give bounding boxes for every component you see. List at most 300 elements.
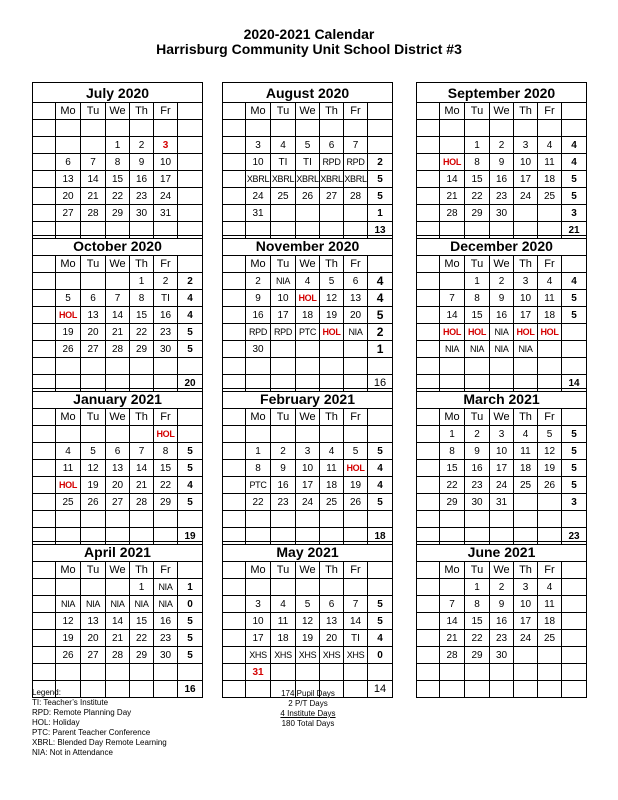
day-cell: 7 (440, 290, 465, 307)
day-cell: 25 (538, 630, 562, 647)
legend-item: RPD: Remote Planning Day (32, 708, 132, 717)
week-total: 4 (368, 273, 393, 290)
day-cell: TI (154, 290, 178, 307)
day-cell: 8 (130, 290, 154, 307)
weekday-header: Fr (154, 409, 178, 426)
day-cell: 22 (130, 324, 154, 341)
day-cell (344, 426, 368, 443)
empty-cell (223, 205, 246, 222)
day-cell: 11 (538, 290, 562, 307)
week-total: 4 (178, 477, 203, 494)
day-cell: PTC (246, 477, 271, 494)
day-cell: 19 (538, 460, 562, 477)
weekday-header: Mo (56, 409, 81, 426)
day-cell: 2 (130, 137, 154, 154)
week-total (368, 511, 393, 528)
empty-cell (417, 358, 440, 375)
day-cell: 25 (320, 494, 344, 511)
day-cell: 8 (440, 443, 465, 460)
week-total: 5 (178, 443, 203, 460)
day-cell: 30 (490, 205, 514, 222)
empty-cell (223, 562, 246, 579)
weekday-header: Tu (81, 256, 106, 273)
day-cell (344, 664, 368, 681)
day-cell: 15 (106, 171, 130, 188)
weekday-header: We (490, 562, 514, 579)
month-name: July 2020 (33, 83, 203, 103)
day-cell: NIA (344, 324, 368, 341)
day-cell: NIA (440, 341, 465, 358)
empty-cell (417, 494, 440, 511)
weekday-header: Fr (344, 256, 368, 273)
day-cell: 14 (440, 307, 465, 324)
day-cell: 13 (81, 613, 106, 630)
weekday-header: Tu (271, 409, 296, 426)
empty-cell (223, 341, 246, 358)
empty-cell (562, 256, 587, 273)
empty-cell (417, 443, 440, 460)
day-cell: 29 (154, 494, 178, 511)
day-cell: HOL (296, 290, 320, 307)
weekday-header: Th (320, 256, 344, 273)
empty-cell (368, 103, 393, 120)
month-total: 19 (178, 528, 203, 545)
day-cell: 29 (130, 341, 154, 358)
empty-cell (33, 137, 56, 154)
day-cell: 17 (246, 630, 271, 647)
empty-cell (33, 443, 56, 460)
day-cell: HOL (440, 324, 465, 341)
week-total: 5 (178, 324, 203, 341)
day-cell: 17 (296, 477, 320, 494)
empty-cell (33, 630, 56, 647)
day-cell: 24 (154, 188, 178, 205)
week-total (178, 188, 203, 205)
day-cell: 11 (271, 613, 296, 630)
empty-cell (33, 664, 56, 681)
day-cell (81, 137, 106, 154)
empty-cell (154, 664, 178, 681)
month-name: April 2021 (33, 542, 203, 562)
empty-cell (538, 358, 562, 375)
day-cell: 9 (130, 154, 154, 171)
day-cell: 4 (320, 443, 344, 460)
week-total: 5 (562, 290, 587, 307)
day-cell: 24 (246, 188, 271, 205)
empty-cell (178, 103, 203, 120)
day-cell (271, 426, 296, 443)
empty-cell (33, 205, 56, 222)
empty-cell (130, 511, 154, 528)
day-cell: 27 (81, 341, 106, 358)
day-cell: 1 (440, 426, 465, 443)
day-cell: 11 (514, 443, 538, 460)
day-cell (81, 426, 106, 443)
month-name: August 2020 (223, 83, 393, 103)
day-cell: 15 (440, 460, 465, 477)
empty-cell (417, 290, 440, 307)
day-cell: 25 (514, 477, 538, 494)
day-cell (81, 579, 106, 596)
empty-cell (223, 511, 246, 528)
day-cell: 1 (130, 579, 154, 596)
day-cell: 10 (514, 596, 538, 613)
day-cell: 21 (130, 477, 154, 494)
day-cell: 10 (490, 443, 514, 460)
day-cell: 28 (81, 205, 106, 222)
empty-cell (368, 562, 393, 579)
day-cell: 5 (538, 426, 562, 443)
day-cell: 1 (130, 273, 154, 290)
weekday-header: Mo (246, 562, 271, 579)
day-cell: 31 (490, 494, 514, 511)
weekday-header: We (296, 562, 320, 579)
day-cell: 7 (106, 290, 130, 307)
day-cell: 15 (465, 613, 490, 630)
day-cell: HOL (56, 477, 81, 494)
day-cell: XHS (296, 647, 320, 664)
institute-days: 4 Institute Days (280, 709, 336, 718)
week-total (368, 120, 393, 137)
empty-cell (271, 358, 296, 375)
week-total (368, 579, 393, 596)
day-cell: 19 (344, 477, 368, 494)
week-total (178, 358, 203, 375)
day-cell: 14 (81, 171, 106, 188)
day-cell: XBRL (320, 171, 344, 188)
weekday-header: Mo (56, 256, 81, 273)
empty-cell (417, 579, 440, 596)
day-cell: HOL (154, 426, 178, 443)
day-cell: 23 (271, 494, 296, 511)
week-total: 4 (562, 273, 587, 290)
empty-cell (296, 358, 320, 375)
week-total: 4 (368, 290, 393, 307)
empty-cell (178, 562, 203, 579)
empty-cell (33, 273, 56, 290)
weekday-header: Mo (246, 103, 271, 120)
day-cell (106, 120, 130, 137)
empty-cell (440, 664, 465, 681)
empty-cell (440, 681, 465, 698)
weekday-header: Fr (154, 103, 178, 120)
day-cell: 21 (81, 188, 106, 205)
month-name: January 2021 (33, 389, 203, 409)
day-cell: 3 (514, 273, 538, 290)
day-cell: 14 (344, 613, 368, 630)
empty-cell (223, 120, 246, 137)
empty-cell (81, 511, 106, 528)
day-cell: 2 (271, 443, 296, 460)
day-cell: 18 (320, 477, 344, 494)
weekday-header: Th (130, 256, 154, 273)
empty-cell (223, 426, 246, 443)
calendar-title: 2020-2021 Calendar (243, 26, 375, 42)
day-cell: 14 (440, 171, 465, 188)
empty-cell (106, 664, 130, 681)
day-cell: NIA (81, 596, 106, 613)
day-cell: 24 (514, 188, 538, 205)
weekday-header: Fr (538, 409, 562, 426)
day-cell: 6 (106, 443, 130, 460)
week-total: 4 (562, 137, 587, 154)
day-cell: 5 (81, 443, 106, 460)
day-cell: 22 (465, 630, 490, 647)
day-cell: NIA (490, 341, 514, 358)
day-cell: 27 (56, 205, 81, 222)
day-cell: 29 (440, 494, 465, 511)
day-cell: 30 (465, 494, 490, 511)
day-cell (56, 579, 81, 596)
week-total: 5 (178, 494, 203, 511)
weekday-header: Fr (344, 103, 368, 120)
weekday-header: We (296, 409, 320, 426)
weekday-header: Mo (56, 562, 81, 579)
day-cell: 21 (106, 630, 130, 647)
month-name: November 2020 (223, 236, 393, 256)
day-cell (514, 205, 538, 222)
day-cell: 29 (106, 205, 130, 222)
empty-cell (223, 579, 246, 596)
day-cell (271, 205, 296, 222)
month-total: 16 (178, 681, 203, 698)
day-cell: 22 (246, 494, 271, 511)
empty-cell (417, 103, 440, 120)
day-cell: 3 (296, 443, 320, 460)
empty-cell (223, 460, 246, 477)
day-cell (296, 205, 320, 222)
day-cell: 2 (490, 579, 514, 596)
weekday-header: Fr (538, 103, 562, 120)
day-cell: 24 (490, 477, 514, 494)
week-total (178, 171, 203, 188)
day-cell: 3 (154, 137, 178, 154)
weekday-header: Th (514, 409, 538, 426)
day-cell: 13 (106, 460, 130, 477)
day-cell: 28 (106, 647, 130, 664)
day-cell: 16 (246, 307, 271, 324)
day-cell: HOL (538, 324, 562, 341)
day-cell: XBRL (271, 171, 296, 188)
month-name: May 2021 (223, 542, 393, 562)
week-total (178, 120, 203, 137)
day-cell: 22 (130, 630, 154, 647)
month-total: 14 (368, 681, 393, 698)
day-cell: 16 (154, 613, 178, 630)
day-cell: 29 (465, 205, 490, 222)
empty-cell (223, 664, 246, 681)
weekday-header: Th (320, 103, 344, 120)
week-total: 2 (368, 154, 393, 171)
day-cell: 13 (344, 290, 368, 307)
day-cell: 24 (514, 630, 538, 647)
weekday-header: We (296, 256, 320, 273)
day-cell: 6 (344, 273, 368, 290)
week-total: 5 (368, 596, 393, 613)
weekday-header: Tu (81, 409, 106, 426)
empty-cell (440, 511, 465, 528)
day-cell (154, 120, 178, 137)
month-total: 16 (368, 375, 393, 392)
day-cell: 27 (320, 188, 344, 205)
day-cell (538, 494, 562, 511)
empty-cell (490, 664, 514, 681)
day-cell: 26 (56, 341, 81, 358)
day-cell: HOL (344, 460, 368, 477)
week-total: 5 (178, 341, 203, 358)
empty-cell (223, 171, 246, 188)
day-cell: 18 (538, 307, 562, 324)
day-cell: 14 (106, 307, 130, 324)
day-cell: NIA (271, 273, 296, 290)
empty-cell (417, 137, 440, 154)
day-cell: 23 (490, 188, 514, 205)
weekday-header: Mo (56, 103, 81, 120)
day-cell: XBRL (246, 171, 271, 188)
day-cell (271, 579, 296, 596)
day-cell: XBRL (296, 171, 320, 188)
day-cell: NIA (56, 596, 81, 613)
month-name: December 2020 (417, 236, 587, 256)
empty-cell (223, 477, 246, 494)
day-cell: RPD (344, 154, 368, 171)
empty-cell (562, 409, 587, 426)
week-total: 1 (368, 341, 393, 358)
day-cell: 20 (320, 630, 344, 647)
day-cell: 20 (344, 307, 368, 324)
day-cell: NIA (514, 341, 538, 358)
empty-cell (33, 341, 56, 358)
week-total (178, 137, 203, 154)
day-cell: NIA (154, 596, 178, 613)
empty-cell (296, 511, 320, 528)
empty-cell (33, 324, 56, 341)
empty-cell (33, 426, 56, 443)
empty-cell (33, 171, 56, 188)
week-total (562, 358, 587, 375)
day-cell: 20 (56, 188, 81, 205)
day-cell: 4 (538, 579, 562, 596)
day-cell: 3 (490, 426, 514, 443)
day-cell (56, 120, 81, 137)
day-cell (130, 120, 154, 137)
day-cell: 26 (56, 647, 81, 664)
total-days: 180 Total Days (281, 719, 335, 728)
week-total: 5 (368, 188, 393, 205)
empty-cell (246, 511, 271, 528)
month-name: October 2020 (33, 236, 203, 256)
day-cell: 13 (56, 171, 81, 188)
day-cell (344, 341, 368, 358)
empty-cell (320, 358, 344, 375)
empty-cell (417, 324, 440, 341)
day-cell: 22 (106, 188, 130, 205)
week-total (562, 630, 587, 647)
week-total: 5 (562, 171, 587, 188)
day-cell: 31 (246, 205, 271, 222)
month-calendar (32, 82, 203, 239)
day-cell (320, 579, 344, 596)
empty-cell (106, 358, 130, 375)
empty-cell (223, 273, 246, 290)
weekday-header: Mo (440, 409, 465, 426)
day-cell: 30 (490, 647, 514, 664)
empty-cell (223, 188, 246, 205)
legend-item: PTC: Parent Teacher Conference (32, 728, 151, 737)
day-cell (106, 426, 130, 443)
day-cell: 18 (514, 460, 538, 477)
weekday-header: We (490, 409, 514, 426)
month-total: 18 (368, 528, 393, 545)
month-name: June 2021 (417, 542, 587, 562)
weekday-header: Tu (271, 562, 296, 579)
day-cell: 6 (320, 596, 344, 613)
week-total: 2 (178, 273, 203, 290)
day-cell (344, 120, 368, 137)
day-cell: 22 (465, 188, 490, 205)
day-cell: 23 (465, 477, 490, 494)
month-name: March 2021 (417, 389, 587, 409)
week-total: 5 (368, 307, 393, 324)
day-cell: 18 (538, 613, 562, 630)
day-cell: 16 (154, 307, 178, 324)
day-cell: 23 (490, 630, 514, 647)
empty-cell (178, 409, 203, 426)
empty-cell (33, 307, 56, 324)
legend-item: TI: Teacher’s Institute (32, 698, 109, 707)
day-cell (296, 664, 320, 681)
empty-cell (33, 647, 56, 664)
week-total (368, 426, 393, 443)
weekday-header: We (106, 256, 130, 273)
weekday-header: Tu (465, 103, 490, 120)
day-cell: 9 (246, 290, 271, 307)
day-cell: 11 (320, 460, 344, 477)
empty-cell (440, 358, 465, 375)
month-calendar (222, 388, 393, 545)
week-total (562, 120, 587, 137)
empty-cell (417, 154, 440, 171)
weekday-header: Fr (538, 256, 562, 273)
day-cell: 2 (465, 426, 490, 443)
empty-cell (417, 409, 440, 426)
day-cell: 2 (490, 137, 514, 154)
day-cell: 4 (538, 273, 562, 290)
weekday-header: Fr (538, 562, 562, 579)
day-cell: XHS (271, 647, 296, 664)
empty-cell (417, 562, 440, 579)
week-total (178, 205, 203, 222)
day-cell: 7 (81, 154, 106, 171)
day-cell: 16 (271, 477, 296, 494)
empty-cell (33, 511, 56, 528)
weekday-header: Mo (246, 256, 271, 273)
day-cell: 15 (154, 460, 178, 477)
empty-cell (562, 103, 587, 120)
day-cell (106, 273, 130, 290)
empty-cell (417, 460, 440, 477)
legend-heading: Legend: (32, 688, 61, 697)
weekday-header: Tu (81, 562, 106, 579)
day-cell: 5 (296, 596, 320, 613)
day-cell: 1 (465, 273, 490, 290)
week-total: 5 (562, 443, 587, 460)
day-cell (106, 579, 130, 596)
empty-cell (33, 562, 56, 579)
empty-cell (417, 171, 440, 188)
day-cell: 16 (465, 460, 490, 477)
empty-cell (33, 256, 56, 273)
